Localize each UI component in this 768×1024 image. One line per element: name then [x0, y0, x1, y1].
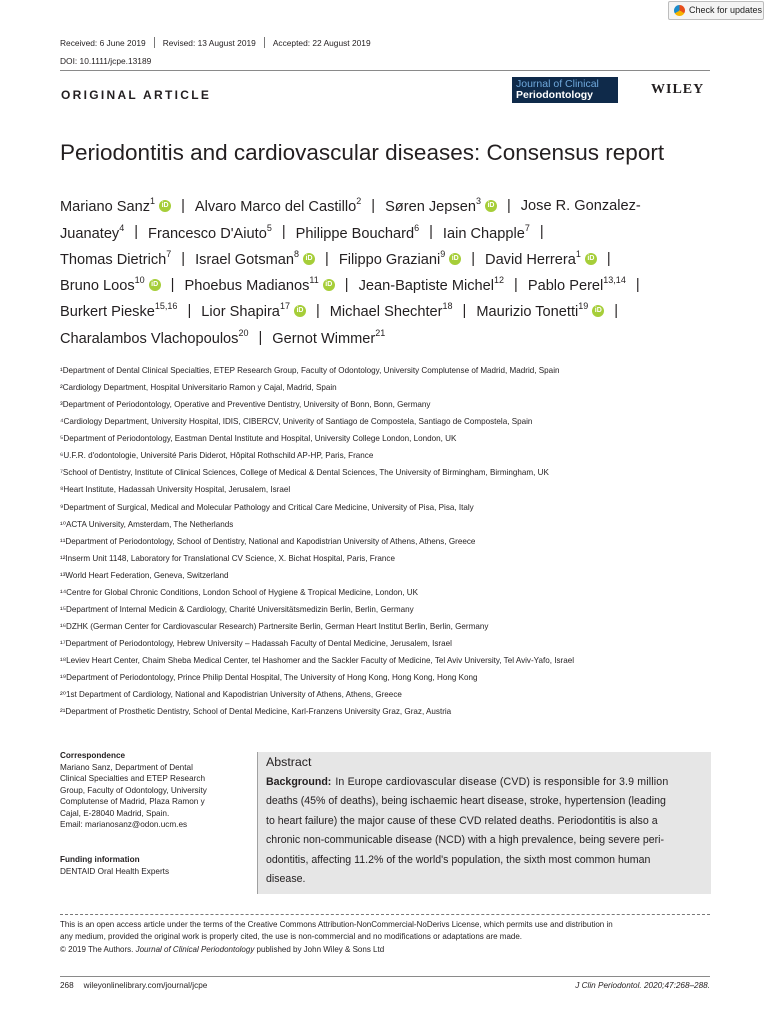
doi-link[interactable]: DOI: 10.1111/jcpe.13189 [60, 56, 152, 66]
author-separator: | [614, 303, 619, 320]
affiliation-item: ⁷School of Dentistry, Institute of Clinical Sciences, College of Medical & Dental Sciences, The University of Birmingham, Birmingham, UK [60, 468, 549, 478]
citation: J Clin Periodontol. 2020;47:268–288. [575, 981, 710, 990]
orcid-icon[interactable]: iD [294, 305, 306, 317]
author-separator: | [471, 250, 476, 267]
affiliation-item: ⁸Heart Institute, Hadassah University Hospital, Jerusalem, Israel [60, 485, 291, 495]
abstract-line: to heart failure) the major cause of these CVD related deaths. Periodontitis is also a [266, 814, 658, 827]
author-name[interactable]: Jose R. Gonzalez- [520, 198, 641, 215]
author-separator: | [606, 250, 611, 267]
affiliation-item: ¹Department of Dental Clinical Specialties, ETEP Research Group, Faculty of Odontology, University Complutense of Madrid, Madrid, Spain [60, 366, 560, 375]
abstract-line: Background: In Europe cardiovascular disease (CVD) is responsible for 3.9 million [266, 773, 706, 792]
author-name[interactable]: David Herrera$^1$ [485, 248, 581, 268]
journal-logo-line2: Periodontology [516, 89, 593, 101]
orcid-icon[interactable]: iD [585, 253, 597, 265]
copyright-post: published by John Wiley & Sons Ltd [254, 944, 385, 954]
date-divider [154, 37, 155, 48]
affiliation-item: ⁵Department of Periodontology, Eastman Dental Institute and Hospital, University College London, London, UK [60, 434, 457, 444]
author-name[interactable]: Charalambos Vlachopoulos$^{20}$ [60, 327, 249, 347]
orcid-icon[interactable]: iD [303, 253, 315, 265]
affiliation-list [60, 362, 740, 720]
orcid-icon[interactable]: iD [159, 200, 171, 212]
correspondence-heading: Correspondence [60, 751, 126, 760]
funding-heading: Funding information [60, 855, 140, 864]
author-list [60, 193, 720, 351]
author-name[interactable]: Francesco D'Aiuto$^5$ [148, 222, 272, 242]
author-separator: | [462, 303, 467, 320]
header-rule [60, 70, 710, 71]
orcid-icon[interactable]: iD [449, 253, 461, 265]
author-separator: | [514, 277, 518, 294]
affiliation-item: ³Department of Periodontology, Operative and Preventive Dentistry, University of Bonn, Bonn, Germany [60, 400, 431, 410]
correspondence-line: Cajal, E-28040 Madrid, Spain. [60, 808, 170, 818]
author-name[interactable]: Burkert Pieske$^{15,16}$ [60, 301, 178, 321]
received-date: Received: 6 June 2019 [60, 37, 146, 48]
affiliation-item: ¹⁰ACTA University, Amsterdam, The Netherlands [60, 519, 234, 529]
author-name[interactable]: Thomas Dietrich$^7$ [60, 248, 172, 268]
affiliation-item: ⁶U.F.R. d'odontologie, Université Paris Diderot, Hôpital Rothschild AP-HP, Paris, France [60, 451, 374, 461]
date-divider [264, 37, 265, 48]
author-name[interactable]: Gernot Wimmer$^{21}$ [272, 327, 386, 347]
copyright-pre: © 2019 The Authors. [60, 944, 136, 954]
affiliation-item: ¹⁷Department of Periodontology, Hebrew University – Hadassah Faculty of Dental Medicine, Jerusalem, Israel [60, 639, 452, 648]
author-separator: | [258, 329, 263, 346]
correspondence-line: Email: marianosanz@odon.ucm.es [60, 820, 188, 829]
page-number: 268 [60, 981, 74, 990]
article-dates [60, 37, 371, 48]
affiliation-item: ¹⁶DZHK (German Center for Cardiovascular Research) Partnersite Berlin, German Heart Institut Berlin, Berlin, Germany [60, 621, 489, 631]
author-separator: | [344, 277, 349, 294]
author-name[interactable]: Alvaro Marco del Castillo$^2$ [194, 196, 362, 216]
accepted-date: Accepted: 22 August 2019 [272, 37, 371, 48]
author-name[interactable]: Filippo Graziani$^9$ [338, 248, 446, 268]
author-separator: | [315, 303, 320, 320]
affiliation-item: ¹⁹Department of Periodontology, Prince Philip Dental Hospital, The University of Hong Kong, Hong Kong, Hong Kong [60, 673, 478, 683]
affiliation-item: ⁴Cardiology Department, University Hospital, IDIS, CIBERCV, Univerity of Santiago de Compostela, Santiago de Compostela, Spain [60, 417, 533, 427]
license-line1: This is an open access article under the terms of the Creative Commons Attribution-NonCommercial-NoDerivs License, which permits use and distribution in [60, 920, 613, 929]
affiliation-item: ¹²Inserm Unit 1148, Laboratory for Translational CV Science, X. Bichat Hospital, Paris, France [60, 553, 395, 563]
copyright-line [60, 944, 720, 956]
affiliation-item: ²Cardiology Department, Hospital Universitario Ramon y Cajal, Madrid, Spain [60, 383, 337, 393]
author-name[interactable]: Michael Shechter$^{18}$ [329, 301, 453, 321]
author-line [60, 324, 720, 350]
affiliation-item: ¹⁸Leviev Heart Center, Chaim Sheba Medical Center, tel Hashomer and the Sackler Faculty of Medicine, Tel Aviv University, Tel Aviv-Yafo, Israel [60, 656, 575, 666]
publisher-logo: WILEY [651, 82, 705, 97]
abstract-heading: Abstract [266, 755, 312, 769]
affiliation-item: ²⁰1st Department of Cardiology, National and Kapodistrian University of Athens, Athens, Greece [60, 690, 402, 700]
license-block [60, 919, 720, 956]
author-line [60, 272, 720, 298]
author-name[interactable]: Jean-Baptiste Michel$^{12}$ [358, 275, 505, 294]
author-separator: | [539, 224, 544, 241]
author-separator: | [187, 303, 192, 320]
author-name[interactable]: Juanatey$^4$ [60, 222, 125, 242]
author-separator: | [325, 250, 329, 267]
author-separator: | [371, 198, 376, 215]
author-name[interactable]: Iain Chapple$^7$ [442, 222, 530, 242]
affiliation-item: ¹¹Department of Periodontology, School of Dentistry, National and Kapodistrian University of Athens, Athens, Greece [60, 536, 476, 546]
orcid-icon[interactable]: iD [149, 279, 161, 291]
journal-logo-line1: Journal of Clinical [516, 78, 599, 90]
abstract-line: chronic non-communicable disease (NCD) with a high prevalence, being severe peri- [266, 834, 665, 847]
author-name[interactable]: Lior Shapira$^{17}$ [201, 301, 290, 321]
author-name[interactable]: Pablo Perel$^{13,14}$ [527, 275, 626, 294]
copyright-journal: Journal of Clinical Periodontology [135, 944, 255, 954]
correspondence-block [60, 750, 240, 831]
abstract-line: disease. [266, 873, 306, 886]
article-type: ORIGINAL ARTICLE [61, 88, 212, 102]
journal-url[interactable]: wileyonlinelibrary.com/journal/jcpe [83, 981, 208, 990]
author-line [60, 246, 720, 272]
page-footer [60, 981, 710, 990]
footer-rule [60, 976, 710, 977]
correspondence-line: Mariano Sanz, Department of Dental [60, 762, 193, 772]
affiliation-item: ¹³World Heart Federation, Geneva, Switzerland [60, 570, 229, 580]
abstract-line: deaths (45% of deaths), being ischaemic heart disease, stroke, hypertension (leading [266, 795, 666, 808]
abstract-box-edge [257, 752, 258, 894]
author-separator: | [181, 250, 186, 267]
correspondence-line: Group, Faculty of Odontology, University [60, 785, 207, 795]
author-name[interactable]: Mariano Sanz$^1$ [60, 196, 156, 216]
author-line [60, 193, 720, 219]
author-line [60, 219, 720, 245]
author-separator: | [134, 224, 139, 241]
author-separator: | [281, 224, 286, 241]
license-line2: any medium, provided the original work is properly cited, the use is non-commercial and no modifications or adaptations are made. [60, 932, 523, 942]
revised-date: Revised: 13 August 2019 [162, 37, 256, 48]
author-name[interactable]: Maurizio Tonetti$^{19}$ [476, 301, 589, 321]
affiliation-item: ⁹Department of Surgical, Medical and Molecular Pathology and Critical Care Medicine, University of Pisa, Pisa, Italy [60, 502, 474, 512]
abstract-text [266, 773, 706, 889]
check-for-updates-label: Check for updates [689, 5, 763, 15]
abstract-line: odontitis, affecting 11.2% of the world's population, the sixth most common human [266, 853, 651, 866]
affiliation-item: ¹⁴Centre for Global Chronic Conditions, London School of Hygiene & Tropical Medicine, London, UK [60, 587, 419, 597]
journal-logo [512, 77, 618, 103]
author-separator: | [181, 198, 185, 215]
correspondence-line: Complutense of Madrid, Plaza Ramon y [60, 797, 205, 806]
author-name[interactable]: Bruno Loos$^{10}$ [60, 275, 145, 294]
crossmark-icon [674, 5, 685, 16]
orcid-icon[interactable]: iD [592, 305, 604, 317]
author-separator: | [170, 277, 175, 294]
author-name[interactable]: Israel Gotsman$^8$ [195, 248, 300, 268]
affiliation-item: ¹⁵Department of Internal Medicin & Cardiology, Charité Universitätsmedizin Berlin, Berlin, Germany [60, 604, 414, 614]
author-separator: | [506, 198, 511, 215]
orcid-icon[interactable]: iD [485, 200, 497, 212]
author-name[interactable]: Søren Jepsen$^3$ [385, 196, 481, 216]
author-line [60, 298, 720, 324]
article-title: Periodontitis and cardiovascular diseases: Consensus report [60, 140, 665, 165]
funding-block [60, 854, 240, 877]
author-separator: | [429, 224, 433, 241]
affiliation-item: ²¹Department of Prosthetic Dentistry, School of Dental Medicine, Karl-Franzens University Graz, Graz, Austria [60, 707, 452, 717]
funding-text: DENTAID Oral Health Experts [60, 866, 170, 876]
correspondence-line: Clinical Specialties and ETEP Research [60, 774, 206, 783]
background-label: Background: [266, 776, 332, 788]
orcid-icon[interactable]: iD [323, 279, 335, 291]
author-name[interactable]: Philippe Bouchard$^6$ [295, 222, 420, 242]
correspondence-text [60, 762, 240, 831]
license-divider [60, 914, 710, 915]
author-name[interactable]: Phoebus Madianos$^{11}$ [184, 275, 319, 294]
author-separator: | [635, 277, 640, 294]
check-for-updates-button[interactable] [668, 1, 764, 20]
